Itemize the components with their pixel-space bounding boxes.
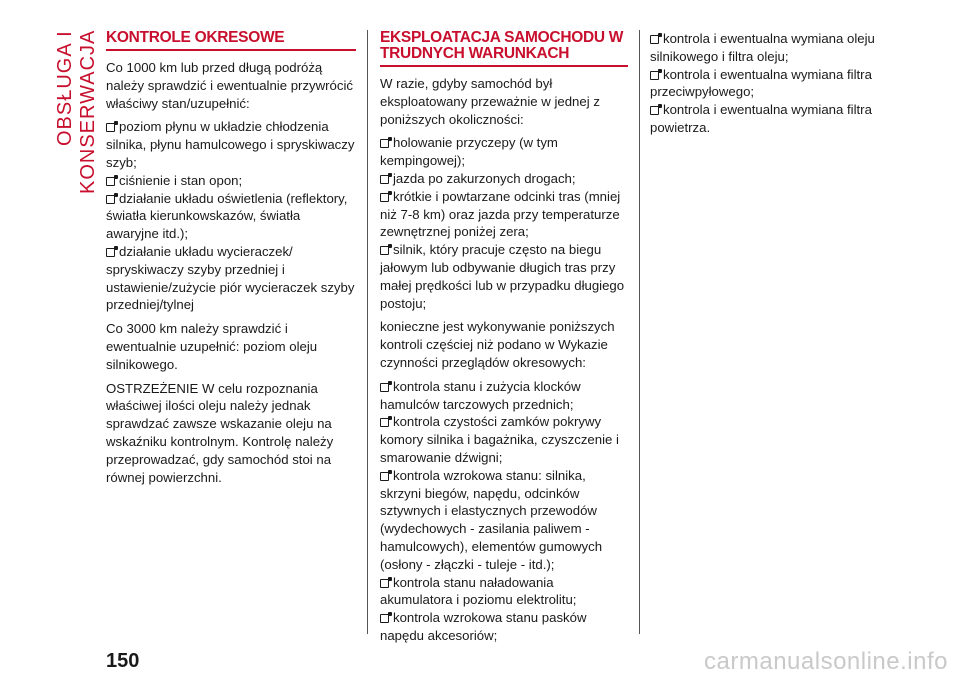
list-item: kontrola stanu i zużycia klocków hamulców tarczowych przednich; — [380, 378, 581, 412]
intro-paragraph: W razie, gdyby samochód był eksploatowany przeważnie w jednej z poniższych okoliczności: — [380, 76, 600, 127]
checkbox-bullet-icon — [380, 383, 389, 392]
checkbox-bullet-icon — [380, 175, 389, 184]
list-item: kontrola stanu naładowania akumulatora i poziomu elektrolitu; — [380, 574, 577, 608]
list-item: silnik, który pracuje często na biegu jałowym lub odbywanie długich tras przy małej prędkości lub w przypadku długiego postoju; — [380, 242, 625, 311]
column-2 — [380, 30, 628, 651]
checkbox-bullet-icon — [650, 106, 659, 115]
column-divider-2 — [639, 30, 640, 634]
oil-check-paragraph: Co 3000 km należy sprawdzić i ewentualnie uzupełnić: poziom oleju silnikowego. — [106, 321, 318, 372]
page-number: 150 — [106, 650, 140, 672]
heading-difficult-conditions: EKSPLOATACJA SAMOCHODU W TRUDNYCH WARUNKACH — [380, 30, 628, 67]
intro-paragraph: Co 1000 km lub przed długą podróżą należy sprawdzić i ewentualnie przywrócić właściwy stan/uzupełnić: — [106, 60, 354, 111]
list-item: ciśnienie i stan opon; — [106, 172, 356, 190]
list-item: jazda po zakurzonych drogach; — [380, 170, 628, 188]
list-item: kontrola i ewentualna wymiana filtra powietrza. — [650, 102, 872, 135]
list-item: holowanie przyczepy (w tym kempingowej); — [380, 135, 558, 169]
checkbox-bullet-icon — [650, 35, 659, 44]
checkbox-bullet-icon — [650, 71, 659, 80]
checkbox-bullet-icon — [380, 614, 389, 623]
checkbox-bullet-icon — [380, 472, 389, 481]
list-item: kontrola i ewentualna wymiana oleju silnikowego i filtra oleju; — [650, 31, 875, 64]
list-item: kontrola czystości zamków pokrywy komory silnika i bagażnika, czyszczenie i smarowanie dźwigni; — [380, 414, 619, 465]
warning-paragraph: OSTRZEŻENIE W celu rozpoznania właściwej ilości oleju należy jednak sprawdzać zawsze wskazanie oleju na wskaźniku kontrolnym. Kontrolę należy przeprowadzać, gdy samochód stoi na równej powierzchni. — [106, 380, 334, 485]
checkbox-bullet-icon — [380, 193, 389, 202]
checks-list — [380, 378, 628, 645]
checkbox-bullet-icon — [380, 246, 389, 255]
list-item: krótkie i powtarzane odcinki tras (mniej niż 7-8 km) oraz jazda przy temperaturze zewnętrznej poniżej zera; — [380, 188, 621, 240]
section-side-tab: OBSŁUGA I KONSERWACJA — [54, 30, 99, 195]
column-divider-1 — [367, 30, 368, 634]
list-item: działanie układu wycieraczek/ spryskiwaczy szyby przedniej i ustawienie/zużycie piór wycieraczek szyby przedniej/tylnej — [106, 243, 355, 313]
checkbox-bullet-icon — [380, 418, 389, 427]
column-3 — [650, 30, 900, 143]
list-item: kontrola i ewentualna wymiana filtra przeciwpyłowego; — [650, 66, 872, 100]
conditions-list — [380, 134, 628, 312]
checkbox-bullet-icon — [380, 139, 389, 148]
list-item: kontrola wzrokowa stanu pasków napędu akcesoriów; — [380, 610, 587, 643]
frequency-paragraph: konieczne jest wykonywanie poniższych kontroli częściej niż podano w Wykazie czynności przeglądów okresowych: — [380, 319, 615, 370]
list-item: kontrola wzrokowa stanu: silnika, skrzyni biegów, napędu, odcinków sztywnych i elastycznych przewodów (wydechowych - zasilania paliwem - hamulcowych), elementów gumowych (osłony - złączki - tuleje - itd.); — [380, 467, 603, 572]
watermark: carmanualsonline.info — [704, 648, 948, 675]
checkbox-bullet-icon — [106, 248, 115, 257]
checkbox-bullet-icon — [106, 177, 115, 186]
checks-list-continued — [650, 30, 900, 137]
checkbox-bullet-icon — [106, 123, 115, 132]
checkbox-bullet-icon — [106, 195, 115, 204]
column-1 — [106, 30, 356, 492]
list-item: poziom płynu w układzie chłodzenia silnika, płynu hamulcowego i spryskiwaczy szyb; — [106, 119, 355, 170]
checkbox-bullet-icon — [380, 579, 389, 588]
checklist — [106, 118, 356, 314]
list-item: działanie układu oświetlenia (reflektory, światła kierunkowskazów, światła awaryjne itd.); — [106, 190, 348, 242]
heading-periodic-checks: KONTROLE OKRESOWE — [106, 30, 356, 51]
